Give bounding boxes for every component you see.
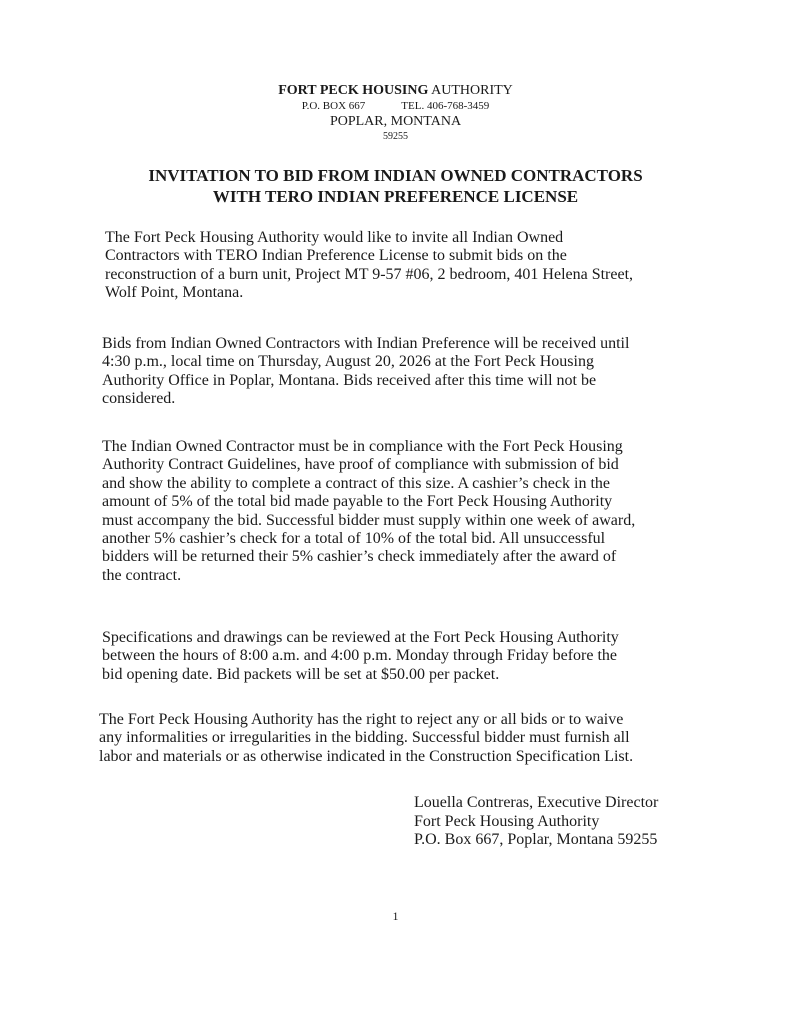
text-line: The Fort Peck Housing Authority has the right to reject any or all bids or to waive — [99, 711, 624, 728]
organization-name-rest: AUTHORITY — [431, 83, 513, 98]
text-line: The Fort Peck Housing Authority would like to invite all Indian Owned — [105, 229, 564, 246]
text-line: Authority Contract Guidelines, have proof of compliance with submission of bid — [102, 456, 619, 474]
text-line: Wolf Point, Montana. — [105, 284, 244, 302]
text-line: amount of 5% of the total bid made payable to the Fort Peck Housing Authority — [102, 493, 613, 511]
paragraph-rights — [99, 711, 713, 766]
text-line: bidders will be returned their 5% cashier’s check immediately after the award of — [102, 548, 617, 566]
zip-code: 59255 — [383, 130, 408, 142]
text-line: Authority Office in Poplar, Montana. Bids received after this time will not be — [102, 371, 597, 389]
title-line-2: WITH TERO INDIAN PREFERENCE LICENSE — [212, 186, 579, 206]
paragraph-compliance — [102, 438, 712, 585]
paragraph-invitation — [105, 229, 715, 303]
text-line: Specifications and drawings can be reviewed at the Fort Peck Housing Authority — [102, 629, 619, 646]
text-line: reconstruction of a burn unit, Project MT 9-57 #06, 2 bedroom, 401 Helena Street, — [105, 265, 634, 283]
signatory-organization: Fort Peck Housing Authority — [414, 812, 600, 830]
text-line: bid opening date. Bid packets will be set at $50.00 per packet. — [102, 665, 500, 683]
text-line: considered. — [102, 390, 176, 408]
organization-name — [0, 82, 791, 100]
city-state: POPLAR, MONTANA — [329, 114, 462, 130]
document-title — [0, 166, 791, 207]
signature-block — [414, 794, 658, 850]
text-line: 4:30 p.m., local time on Thursday, August 20, 2026 at the Fort Peck Housing — [102, 353, 594, 371]
text-line: must accompany the bid. Successful bidder must supply within one week of award, — [102, 511, 636, 529]
text-line: Bids from Indian Owned Contractors with Indian Preference will be received until — [102, 335, 630, 352]
signatory-address: P.O. Box 667, Poplar, Montana 59255 — [414, 831, 658, 849]
phone-number: TEL. 406-768-3459 — [401, 99, 490, 112]
contact-line — [0, 100, 791, 114]
text-line: another 5% cashier’s check for a total of 10% of the total bid. All unsuccessful — [102, 530, 606, 548]
text-line: between the hours of 8:00 a.m. and 4:00 p.m. Monday through Friday before the — [102, 647, 617, 665]
text-line: labor and materials or as otherwise indicated in the Construction Specification List. — [99, 747, 634, 765]
text-line: and show the ability to complete a contract of this size. A cashier’s check in the — [102, 474, 610, 492]
text-line: any informalities or irregularities in the bidding. Successful bidder must furnish all — [99, 729, 630, 747]
text-line: Contractors with TERO Indian Preference License to submit bids on the — [105, 247, 567, 265]
text-line: The Indian Owned Contractor must be in compliance with the Fort Peck Housing — [102, 438, 623, 455]
paragraph-deadline — [102, 335, 712, 409]
letterhead — [0, 82, 791, 143]
text-line: the contract. — [102, 566, 182, 584]
title-line-1: INVITATION TO BID FROM INDIAN OWNED CONTRACTORS — [148, 166, 643, 185]
po-box: P.O. BOX 667 — [301, 99, 366, 112]
page-number: 1 — [392, 909, 399, 923]
organization-name-bold: FORT PECK HOUSING — [278, 83, 429, 98]
paragraph-specifications — [102, 629, 712, 684]
signatory-name-title: Louella Contreras, Executive Director — [414, 794, 659, 811]
